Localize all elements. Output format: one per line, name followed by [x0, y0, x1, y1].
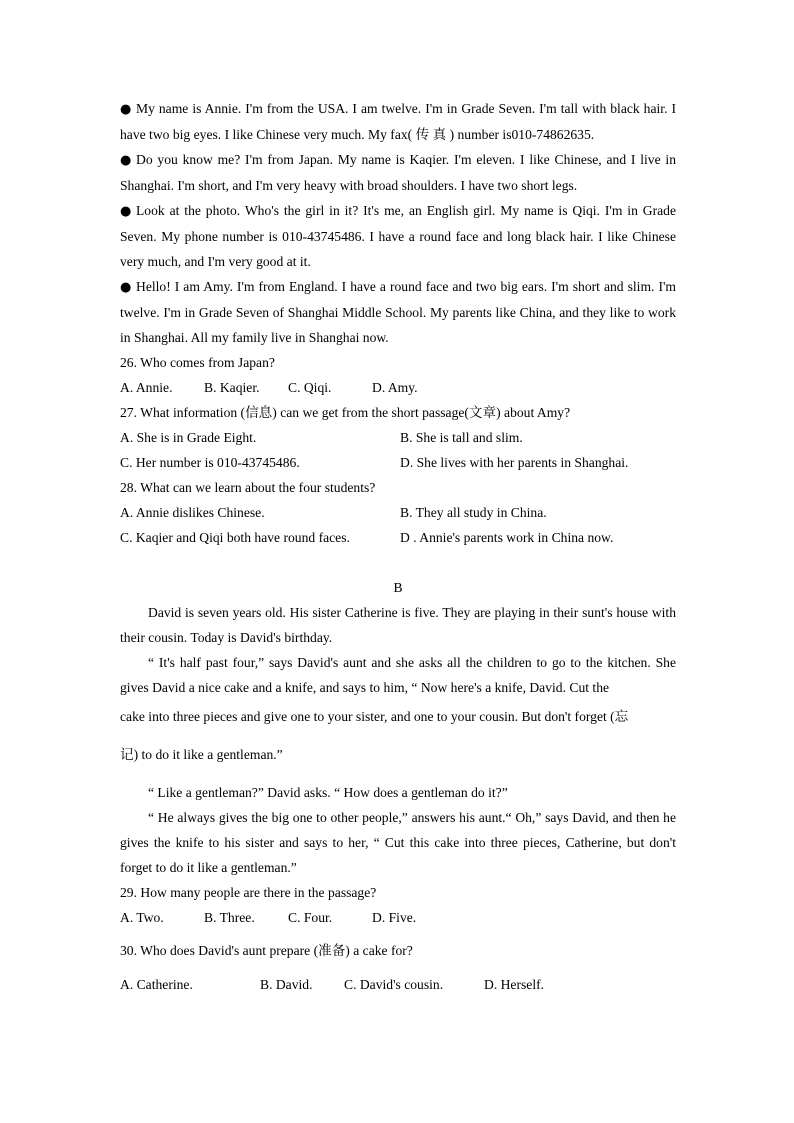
option-d[interactable]: D. Five.	[372, 910, 417, 925]
bullet-icon: ●	[120, 102, 132, 117]
passage-b-paragraph-2-part2: cake into three pieces and give one to your sister, and one to your cousin. But don't forget (忘	[120, 709, 629, 724]
option-b[interactable]: B. She is tall and slim.	[400, 430, 523, 445]
bullet-paragraph-kaqier: ● Do you know me? I'm from Japan. My name is Kaqier. I'm eleven. I like Chinese, and I live in Shanghai. I'm short, and I'm very heavy with broad shoulders. I have two short legs.	[120, 147, 676, 198]
option-d[interactable]: D. Amy.	[372, 380, 418, 395]
section-b-title: B	[393, 580, 403, 595]
content-column	[120, 96, 676, 1002]
bullet-paragraph-annie: ● My name is Annie. I'm from the USA. I am twelve. I'm in Grade Seven. I'm tall with black hair. I have two big eyes. I like Chinese very much. My fax( 传 真 ) number is010-74862635.	[120, 96, 676, 147]
option-c[interactable]: C. Four.	[288, 910, 333, 925]
question-30-stem: 30. Who does David's aunt prepare (准备) a cake for?	[120, 943, 413, 958]
option-d[interactable]: D. Herself.	[484, 977, 545, 992]
option-c[interactable]: C. Kaqier and Qiqi both have round faces.	[120, 530, 350, 545]
option-a[interactable]: A. Catherine.	[120, 977, 193, 992]
question-26-stem: 26. Who comes from Japan?	[120, 355, 275, 370]
question-29-stem: 29. How many people are there in the passage?	[120, 885, 377, 900]
option-b[interactable]: B. Kaqier.	[204, 380, 260, 395]
option-b[interactable]: B. David.	[260, 977, 313, 992]
bullet-icon: ●	[120, 153, 132, 168]
question-26-options	[120, 375, 676, 400]
bullet-icon: ●	[120, 204, 132, 219]
passage-b-paragraph-2-part3: 记) to do it like a gentleman.”	[120, 747, 283, 762]
option-d[interactable]: D . Annie's parents work in China now.	[400, 530, 614, 545]
question-28-stem: 28. What can we learn about the four students?	[120, 480, 376, 495]
question-28-options-row2	[120, 525, 676, 550]
passage-b-paragraph-3: “ Like a gentleman?” David asks. “ How does a gentleman do it?”	[148, 785, 508, 800]
option-a[interactable]: A. Annie.	[120, 380, 173, 395]
option-b[interactable]: B. They all study in China.	[400, 505, 547, 520]
option-c[interactable]: C. Qiqi.	[288, 380, 332, 395]
option-c[interactable]: C. Her number is 010-43745486.	[120, 455, 300, 470]
bullet-icon: ●	[120, 280, 132, 295]
passage-b-paragraph-2-part1: “ It's half past four,” says David's aunt and she asks all the children to go to the kitchen. She gives David a nice cake and a knife, and says to him, “ Now here's a knife, David. Cut the	[120, 655, 676, 695]
question-27-options-row1	[120, 425, 676, 450]
spacer	[120, 772, 676, 780]
option-b[interactable]: B. Three.	[204, 910, 255, 925]
bullet-paragraph-qiqi: ● Look at the photo. Who's the girl in it? It's me, an English girl. My name is Qiqi. I'm in Grade Seven. My phone number is 010-43745486. I have a round face and long black hair. I like Chinese very much, and I'm very good at it.	[120, 198, 676, 274]
question-27-stem: 27. What information (信息) can we get from the short passage(文章) about Amy?	[120, 405, 571, 420]
bullet-paragraph-amy: ● Hello! I am Amy. I'm from England. I have a round face and two big ears. I'm short and slim. I'm twelve. I'm in Grade Seven of Shanghai Middle School. My parents like China, and they like to work in Shanghai. All my family live in Shanghai now.	[120, 274, 676, 350]
question-29-options	[120, 905, 676, 930]
option-a[interactable]: A. She is in Grade Eight.	[120, 430, 257, 445]
option-d[interactable]: D. She lives with her parents in Shanghai.	[400, 455, 629, 470]
option-c[interactable]: C. David's cousin.	[344, 977, 444, 992]
passage-b-paragraph-4: “ He always gives the big one to other people,” answers his aunt.“ Oh,” says David, and then he gives the knife to his sister and says to her, “ Cut this cake into three pieces, Catherine, but don't forget to do it like a gentleman.”	[120, 810, 676, 875]
question-28-options-row1	[120, 500, 676, 525]
question-30-options	[120, 968, 676, 1002]
option-a[interactable]: A. Two.	[120, 910, 164, 925]
option-a[interactable]: A. Annie dislikes Chinese.	[120, 505, 265, 520]
question-27-options-row2	[120, 450, 676, 475]
passage-b-paragraph-1: David is seven years old. His sister Catherine is five. They are playing in their sunt's house with their cousin. Today is David's birthday.	[120, 605, 676, 645]
